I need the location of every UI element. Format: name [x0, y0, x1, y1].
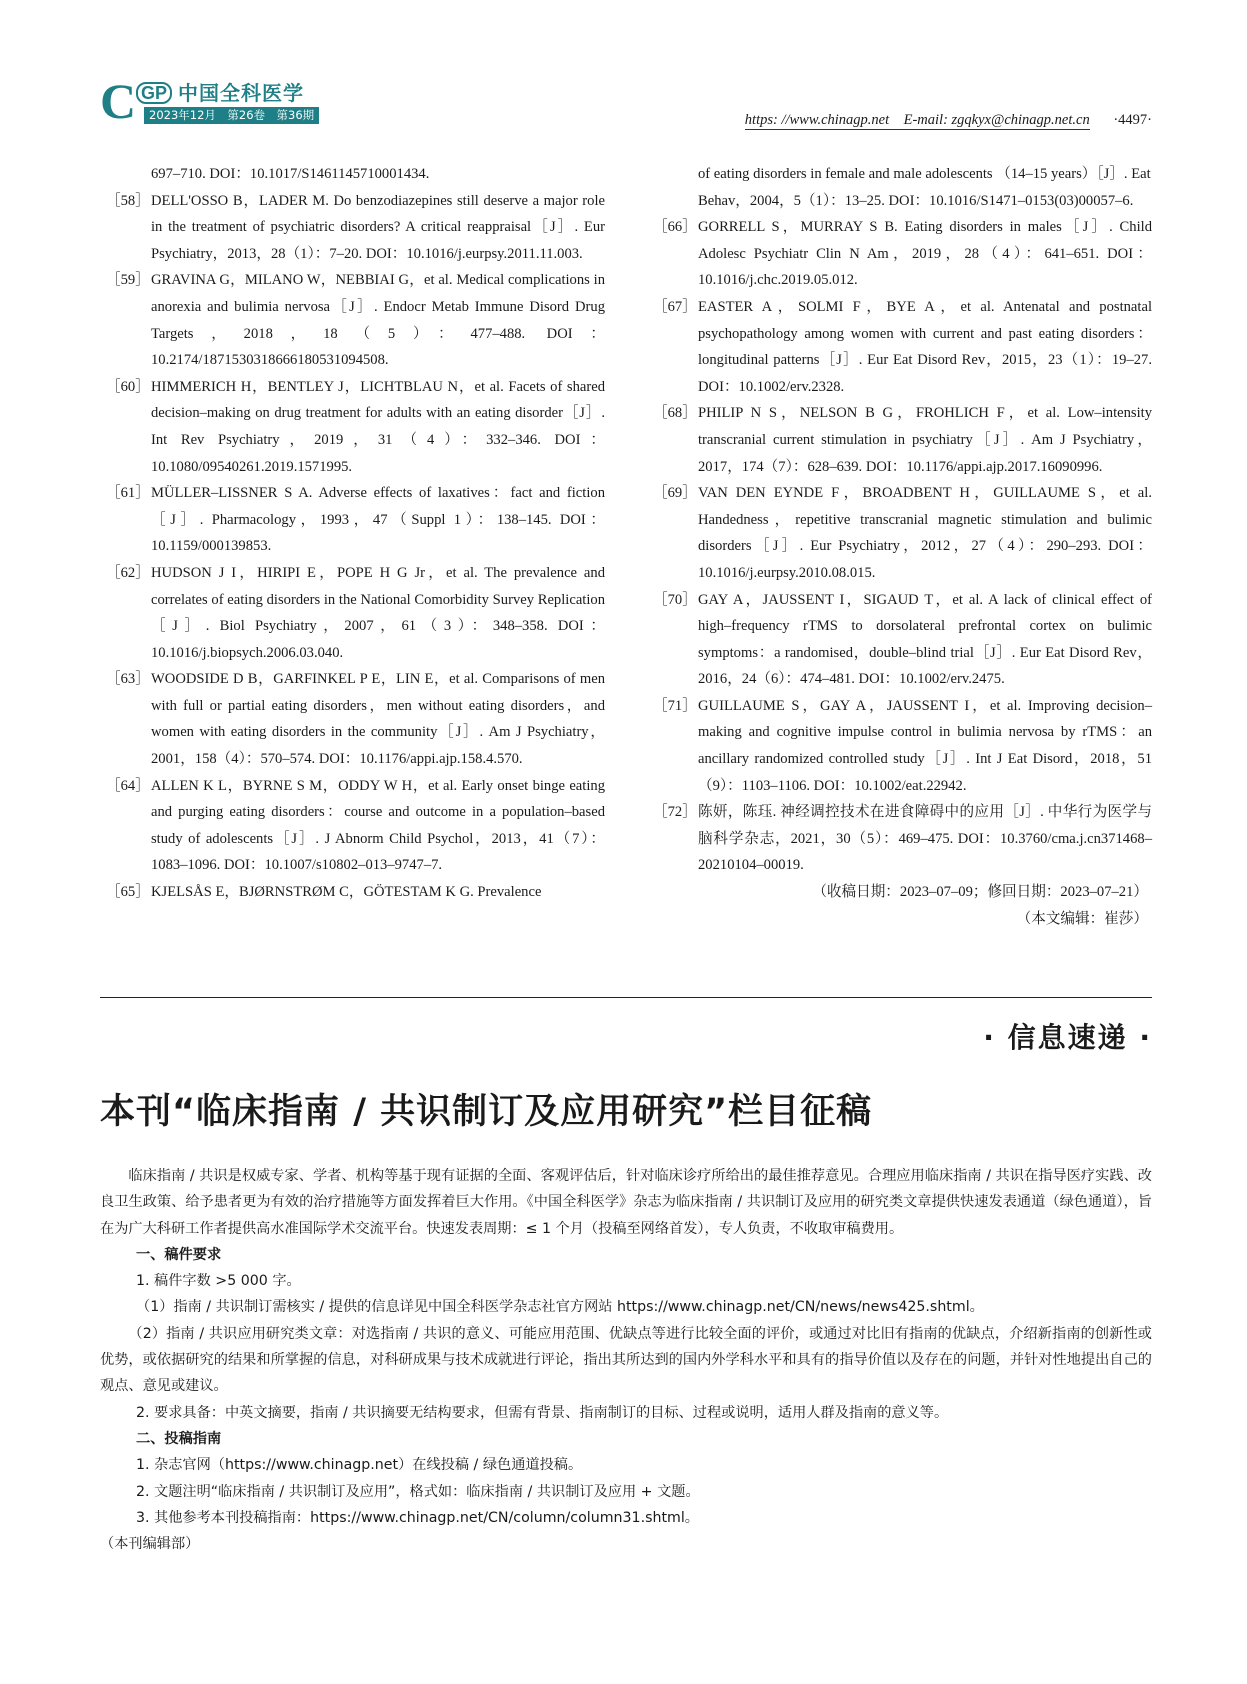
- journal-logo: [100, 73, 360, 130]
- reference-65: [100, 879, 605, 906]
- reference-number: ［62］: [106, 564, 150, 581]
- reference-number: ［64］: [106, 777, 150, 794]
- reference-number: ［69］: [653, 485, 697, 502]
- reference-text: PHILIP N S，NELSON B G，FROHLICH F，et al. Low–intensity transcranial current stimulation in psychiatry［J］. Am J Psychiatry，2017，174（7）：628–639. DOI：10.1176/appi.ajp.2017.16090996.: [698, 405, 1152, 475]
- page-number: ·4497·: [1113, 112, 1152, 128]
- requirement-item: 2. 要求具备：中英文摘要，指南 / 共识摘要无结构要求，但需有背景、指南制订的目标、过程或说明，适用人群及指南的意义等。: [136, 1404, 949, 1421]
- reference-text: GRAVINA G，MILANO W，NEBBIAI G，et al. Medical complications in anorexia and bulimia nervosa［J］. Endocr Metab Immune Disord Drug Targets，2018，18（5）：477–488. DOI：10.2174/1871530318666180531094508.: [151, 272, 605, 369]
- received-dates: （收稿日期：2023–07–09；修回日期：2023–07–21）: [812, 884, 1148, 901]
- guide-item: 2. 文题注明“临床指南 / 共识制订及应用”，格式如：临床指南 / 共识制订及应用 + 文题。: [136, 1483, 700, 1500]
- header-contact: [745, 108, 1152, 129]
- reference-number: ［61］: [106, 485, 150, 502]
- reference-text: GUILLAUME S，GAY A，JAUSSENT I，et al. Improving decision–making and cognitive impulse control in bulimia nervosa by rTMS：an ancillary randomized controlled study［J］. Int J Eat Disord，2018，51（9）：1103–1106. DOI：10.1002/eat.22942.: [698, 697, 1152, 794]
- reference-text: HIMMERICH H，BENTLEY J，LICHTBLAU N，et al. Facets of shared decision–making on drug treatment for adults with an eating disorder［J］. Int Rev Psychiatry，2019，31（4）：332–346. DOI：10.1080/09540261.2019.1571995.: [151, 378, 605, 475]
- reference-61: [100, 480, 605, 560]
- reference-text: WOODSIDE D B，GARFINKEL P E，LIN E，et al. Comparisons of men with full or partial eating disorders，men without eating disorders，and women with eating disorders in the community［J］. Am J Psychiatry，2001，158（4）：570–574. DOI：10.1176/appi.ajp.158.4.570.: [151, 671, 605, 768]
- notice-title: 本刊“临床指南 / 共识制订及应用研究”栏目征稿: [100, 1092, 873, 1132]
- requirement-item: 1. 稿件字数 >5 000 字。: [136, 1273, 301, 1290]
- reference-text: 陈妍，陈珏. 神经调控技术在进食障碍中的应用［J］. 中华行为医学与脑科学杂志，2021，30（5）：469–475. DOI：10.3760/cma.j.cn371468–20210104–00019.: [698, 804, 1152, 874]
- reference-number: ［70］: [653, 591, 697, 608]
- reference-text: GAY A，JAUSSENT I，SIGAUD T，et al. A lack of clinical effect of high–frequency rTMS to dorsolateral prefrontal cortex on bulimic symptoms：a randomised，double–blind trial［J］. Eur Eat Disord Rev，2016，24（6）：474–481. DOI：10.1002/erv.2475.: [698, 591, 1152, 688]
- reference-number: ［59］: [106, 272, 150, 289]
- article-editor: （本文编辑：崔莎）: [1016, 910, 1148, 927]
- reference-number: ［72］: [653, 804, 697, 821]
- reference-text: GORRELL S，MURRAY S B. Eating disorders in males［J］. Child Adolesc Psychiatr Clin N Am，2019，28（4）：641–651. DOI：10.1016/j.chc.2019.05.012.: [698, 219, 1152, 289]
- right-reference-column: [647, 161, 1152, 932]
- reference-number: ［71］: [653, 697, 697, 714]
- reference-66: [647, 214, 1152, 294]
- reference-60: [100, 374, 605, 480]
- reference-text: ALLEN K L，BYRNE S M，ODDY W H，et al. Early onset binge eating and purging eating disorders：course and outcome in a population–based study of adolescents［J］. J Abnorm Child Psychol，2013，41（7）：1083–1096. DOI：10.1007/s10802–013–9747–7.: [151, 777, 605, 874]
- reference-text: KJELSÅS E，BJØRNSTRØM C，GÖTESTAM K G. Prevalence: [151, 884, 542, 901]
- journal-header: [100, 73, 1152, 130]
- issue-info: 2023年12月 第26卷 第36期: [144, 107, 319, 124]
- reference-text: MÜLLER–LISSNER S A. Adverse effects of laxatives：fact and fiction［J］. Pharmacology，1993，47（Suppl 1）：138–145. DOI：10.1159/000139853.: [151, 485, 605, 555]
- requirement-item: （1）指南 / 共识制订需核实 / 提供的信息详见中国全科医学杂志社官方网站 https://www.chinagp.net/CN/news/news425.shtml。: [136, 1299, 984, 1316]
- logo-c-letter: C: [100, 73, 137, 129]
- reference-67: [647, 294, 1152, 400]
- reference-number: ［58］: [106, 192, 150, 209]
- reference-number: ［68］: [653, 405, 697, 422]
- section-divider: [100, 997, 1152, 998]
- reference-number: ［63］: [106, 671, 150, 688]
- reference-62: [100, 560, 605, 666]
- reference-71: [647, 693, 1152, 799]
- notice-body: [100, 1163, 1152, 1557]
- reference-64: [100, 773, 605, 879]
- reference-72: [647, 799, 1152, 879]
- reference-continuation: 697–710. DOI：10.1017/S1461145710001434.: [151, 166, 430, 182]
- section-label: · 信息速递 ·: [983, 1021, 1152, 1054]
- reference-continuation: of eating disorders in female and male adolescents （14–15 years）［J］. Eat Behav，2004，5（1）：13–25. DOI：10.1016/S1471–0153(03)00057–6.: [698, 166, 1151, 209]
- reference-59: [100, 267, 605, 373]
- reference-58: [100, 188, 605, 268]
- reference-text: DELL'OSSO B，LADER M. Do benzodiazepines still deserve a major role in the treatment of psychiatric disorders? A critical reappraisal［J］. Eur Psychiatry，2013，28（1）：7–20. DOI：10.1016/j.eurpsy.2011.11.003.: [151, 192, 605, 262]
- reference-text: EASTER A，SOLMI F，BYE A，et al. Antenatal and postnatal psychopathology among women with current and past eating disorders：longitudinal patterns［J］. Eur Eat Disord Rev，2015，23（1）：19–27. DOI：10.1002/erv.2328.: [698, 298, 1152, 395]
- section-heading: 一、稿件要求: [136, 1246, 222, 1263]
- reference-70: [647, 587, 1152, 693]
- reference-63: [100, 666, 605, 772]
- section-heading: 二、投稿指南: [136, 1430, 222, 1447]
- contact-links[interactable]: https: //www.chinagp.net E-mail: zgqkyx@chinagp.net.cn: [744, 112, 1090, 128]
- requirement-item: （2）指南 / 共识应用研究类文章：对选指南 / 共识的意义、可能应用范围、优缺点等进行比较全面的评价，或通过对比旧有指南的优缺点，介绍新指南的创新性或优势，或依据研究的结果和所掌握的信息，对科研成果与技术成就进行评论，指出其所达到的国内外学科水平和具有的指导价值以及存在的问题，并针对性地提出自己的观点、意见或建议。: [100, 1325, 1152, 1395]
- guide-item: 1. 杂志官网（https://www.chinagp.net）在线投稿 / 绿色通道投稿。: [136, 1457, 583, 1474]
- reference-68: [647, 400, 1152, 480]
- reference-text: VAN DEN EYNDE F，BROADBENT H，GUILLAUME S，et al. Handedness，repetitive transcranial magnetic stimulation and bulimic disorders［J］. Eur Psychiatry，2012，27（4）：290–293. DOI：10.1016/j.eurpsy.2010.08.015.: [698, 485, 1152, 581]
- reference-number: ［60］: [106, 378, 150, 395]
- journal-title: 中国全科医学: [178, 81, 304, 105]
- reference-text: HUDSON J I，HIRIPI E，POPE H G Jr，et al. The prevalence and correlates of eating disorders in the National Comorbidity Survey Replication［J］. Biol Psychiatry，2007，61（3）：348–358. DOI：10.1016/j.biopsych.2006.03.040.: [151, 564, 605, 661]
- guide-item: 3. 其他参考本刊投稿指南：https://www.chinagp.net/CN/column/column31.shtml。: [136, 1509, 699, 1526]
- reference-number: ［65］: [106, 884, 150, 901]
- left-reference-column: [100, 161, 605, 906]
- reference-number: ［66］: [653, 219, 697, 236]
- logo-gp-badge: GP: [136, 82, 172, 104]
- reference-69: [647, 480, 1152, 586]
- reference-number: ［67］: [653, 298, 697, 315]
- notice-intro: 临床指南 / 共识是权威专家、学者、机构等基于现有证据的全面、客观评估后，针对临床诊疗所给出的最佳推荐意见。合理应用临床指南 / 共识在指导医疗实践、改良卫生政策、给予患者更为有效的治疗措施等方面发挥着巨大作用。《中国全科医学》杂志为临床指南 / 共识制订及应用的研究类文章提供快速发表通道（绿色通道），旨在为广大科研工作者提供高水准国际学术交流平台。快速发表周期：≤ 1 个月（投稿至网络首发），专人负责，不收取审稿费用。: [100, 1168, 1152, 1237]
- notice-signoff: （本刊编辑部）: [100, 1536, 200, 1553]
